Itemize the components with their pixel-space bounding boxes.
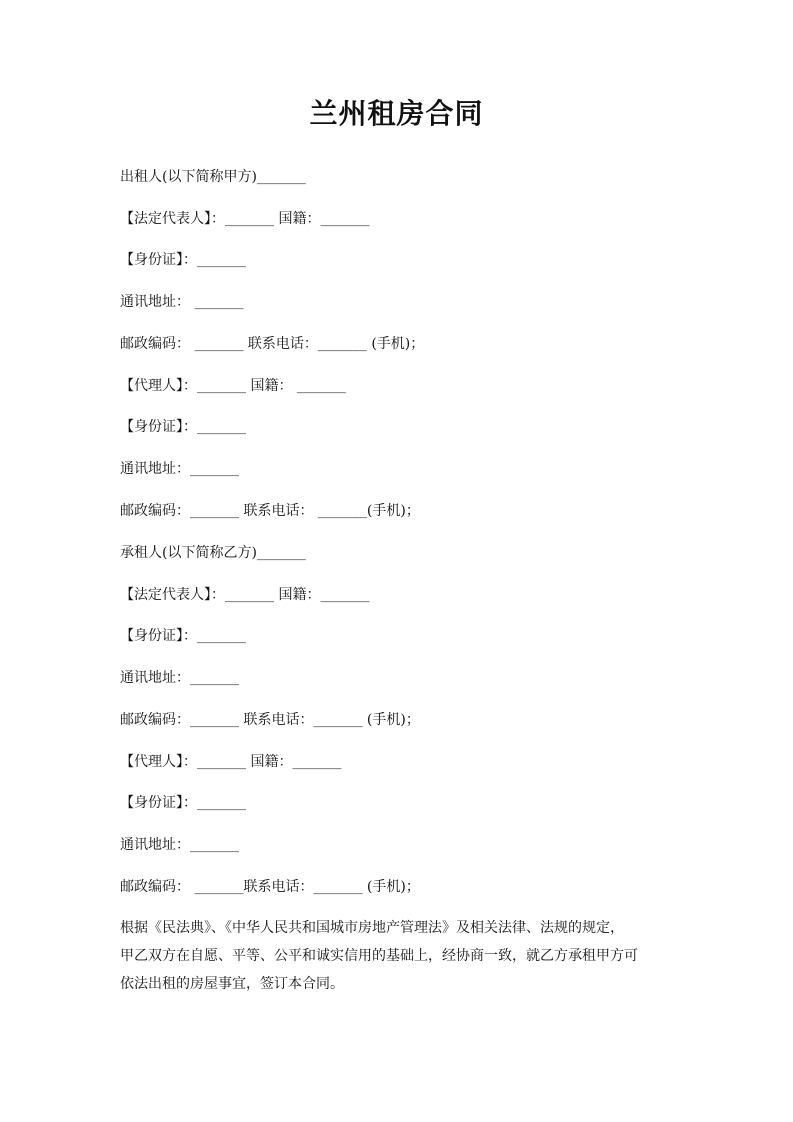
lessee-agent-address-line: 通讯地址：_______ <box>120 837 239 853</box>
contract-preamble-paragraph <box>120 914 680 998</box>
lessee-legal-rep-line: 【法定代表人】：_______ 国籍：_______ <box>120 587 370 603</box>
lessee-agent-postcode-phone-line: 邮政编码： _______联系电话：_______ (手机)； <box>120 879 420 895</box>
document-title: 兰州租房合同 <box>309 97 484 130</box>
paragraph-line: 依法出租的房屋事宜，签订本合同。 <box>120 976 344 992</box>
lessor-address-line: 通讯地址： _______ <box>120 294 244 310</box>
lessor-agent-postcode-phone-line: 邮政编码：_______ 联系电话： _______(手机)； <box>120 503 420 519</box>
lessor-agent-address-line: 通讯地址：_______ <box>120 461 239 477</box>
lessee-agent-id-line: 【身份证】：_______ <box>120 795 246 811</box>
lessor-postcode-phone-line: 邮政编码： _______ 联系电话：_______ (手机)； <box>120 336 425 352</box>
lessor-agent-id-line: 【身份证】：_______ <box>120 419 246 435</box>
lessor-legal-rep-line: 【法定代表人】：_______ 国籍：_______ <box>120 211 370 227</box>
lessee-address-line: 通讯地址：_______ <box>120 670 239 686</box>
lessee-id-line: 【身份证】：_______ <box>120 628 246 644</box>
lessor-id-line: 【身份证】：_______ <box>120 252 246 268</box>
lessee-postcode-phone-line: 邮政编码：_______ 联系电话：_______ (手机)； <box>120 712 420 728</box>
lessee-agent-line: 【代理人】：_______ 国籍：_______ <box>120 754 342 770</box>
lessor-agent-line: 【代理人】：_______ 国籍： _______ <box>120 378 346 394</box>
lessor-line: 出租人(以下简称甲方)_______ <box>120 169 306 185</box>
paragraph-line: 根据《民法典》、《中华人民共和国城市房地产管理法》及相关法律、法规的规定， <box>120 920 624 936</box>
lessee-line: 承租人(以下简称乙方)_______ <box>120 545 306 561</box>
paragraph-line: 甲乙双方在自愿、平等、公平和诚实信用的基础上，经协商一致，就乙方承租甲方可 <box>120 948 638 964</box>
